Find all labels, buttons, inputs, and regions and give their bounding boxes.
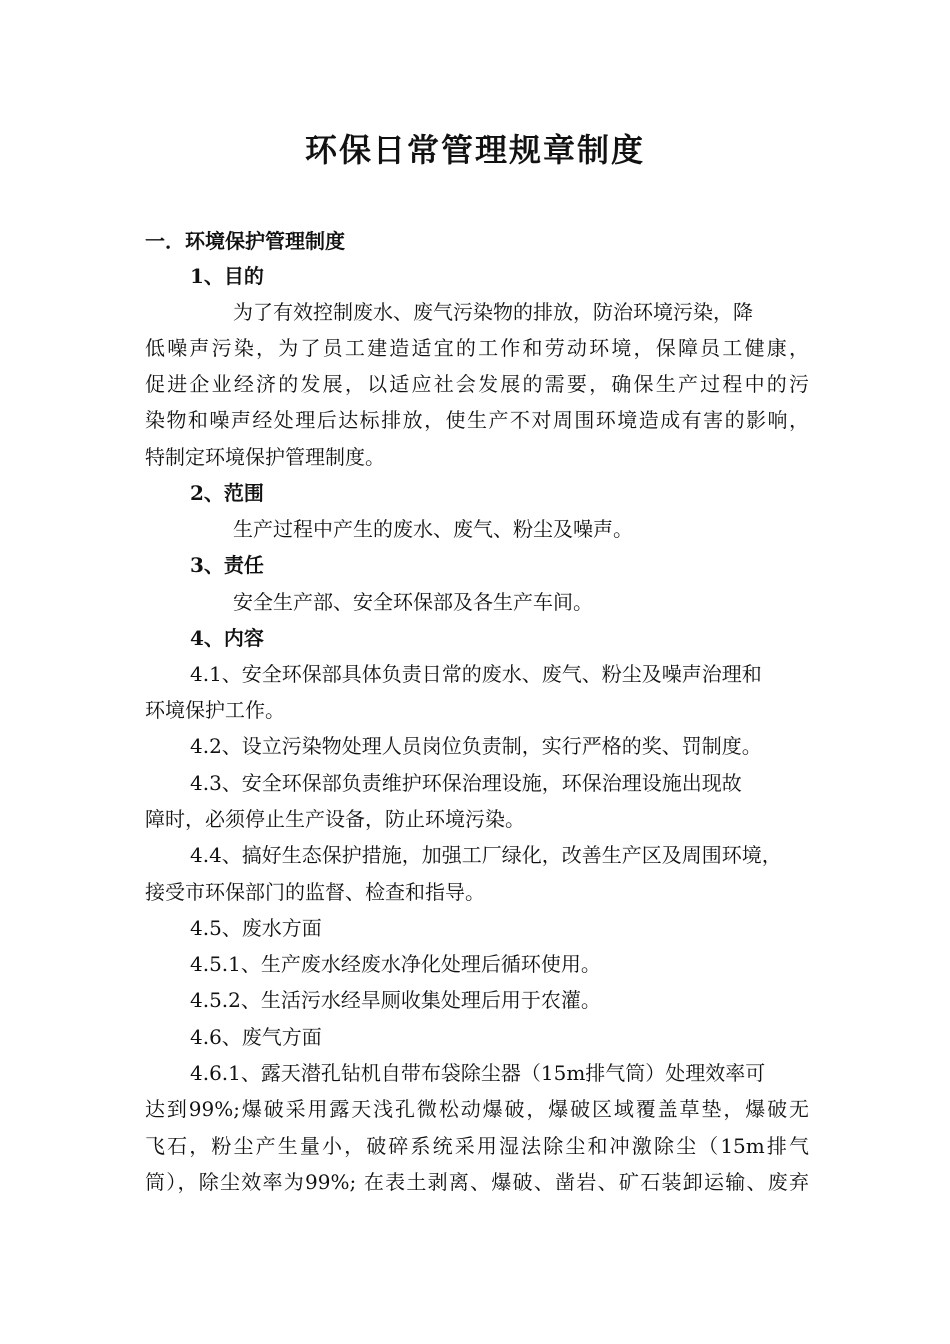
content-line-4-5-2: 4.5.2、生活污水经旱厕收集处理后用于农灌。	[190, 988, 601, 1012]
content-line-4-3: 4.3、安全环保部负责维护环保治理设施，环保治理设施出现故	[190, 771, 742, 795]
purpose-line-4: 染物和噪声经处理后达标排放，使生产不对周围环境造成有害的影响，	[145, 408, 809, 432]
purpose-line-5: 特制定环境保护管理制度。	[145, 445, 385, 469]
responsibility-text: 安全生产部、安全环保部及各生产车间。	[233, 590, 593, 614]
content-line-4-1: 4.1、安全环保部具体负责日常的废水、废气、粉尘及噪声治理和	[190, 662, 762, 686]
content-line-4-5: 4.5、废水方面	[190, 916, 322, 940]
purpose-line-2: 低噪声污染，为了员工建造适宜的工作和劳动环境，保障员工健康，	[145, 336, 809, 360]
content-line-4-3-cont: 障时，必须停止生产设备，防止环境污染。	[145, 807, 525, 831]
subsection-heading-responsibility: 3、责任	[190, 553, 264, 577]
purpose-line-1: 为了有效控制废水、废气污染物的排放，防治环境污染，降	[233, 300, 753, 324]
document-title: 环保日常管理规章制度	[304, 131, 645, 169]
content-line-4-4: 4.4、搞好生态保护措施，加强工厂绿化，改善生产区及周围环境，	[190, 843, 782, 867]
purpose-line-3: 促进企业经济的发展，以适应社会发展的需要，确保生产过程中的污	[145, 372, 809, 396]
content-line-4-6-1-cont-2: 飞石，粉尘产生量小，破碎系统采用湿法除尘和冲激除尘（15m排气	[145, 1134, 809, 1158]
content-line-4-6: 4.6、废气方面	[190, 1025, 322, 1049]
content-line-4-6-1-cont-1: 达到99%;爆破采用露天浅孔微松动爆破，爆破区域覆盖草垫，爆破无	[145, 1097, 809, 1121]
subsection-heading-purpose: 1、目的	[190, 264, 264, 288]
content-line-4-4-cont: 接受市环保部门的监督、检查和指导。	[145, 880, 485, 904]
content-line-4-2: 4.2、设立污染物处理人员岗位负责制，实行严格的奖、罚制度。	[190, 734, 762, 758]
subsection-heading-scope: 2、范围	[190, 481, 264, 505]
content-line-4-6-1: 4.6.1、露天潜孔钻机自带布袋除尘器（15m排气筒）处理效率可	[190, 1061, 766, 1085]
content-line-4-1-cont: 环境保护工作。	[145, 698, 285, 722]
section-heading: 一．环境保护管理制度	[145, 229, 345, 253]
subsection-heading-content: 4、内容	[190, 626, 264, 650]
content-line-4-5-1: 4.5.1、生产废水经废水净化处理后循环使用。	[190, 952, 601, 976]
scope-text: 生产过程中产生的废水、废气、粉尘及噪声。	[233, 517, 633, 541]
content-line-4-6-1-cont-3: 筒），除尘效率为99%; 在表土剥离、爆破、凿岩、矿石装卸运输、废弃	[145, 1170, 809, 1194]
